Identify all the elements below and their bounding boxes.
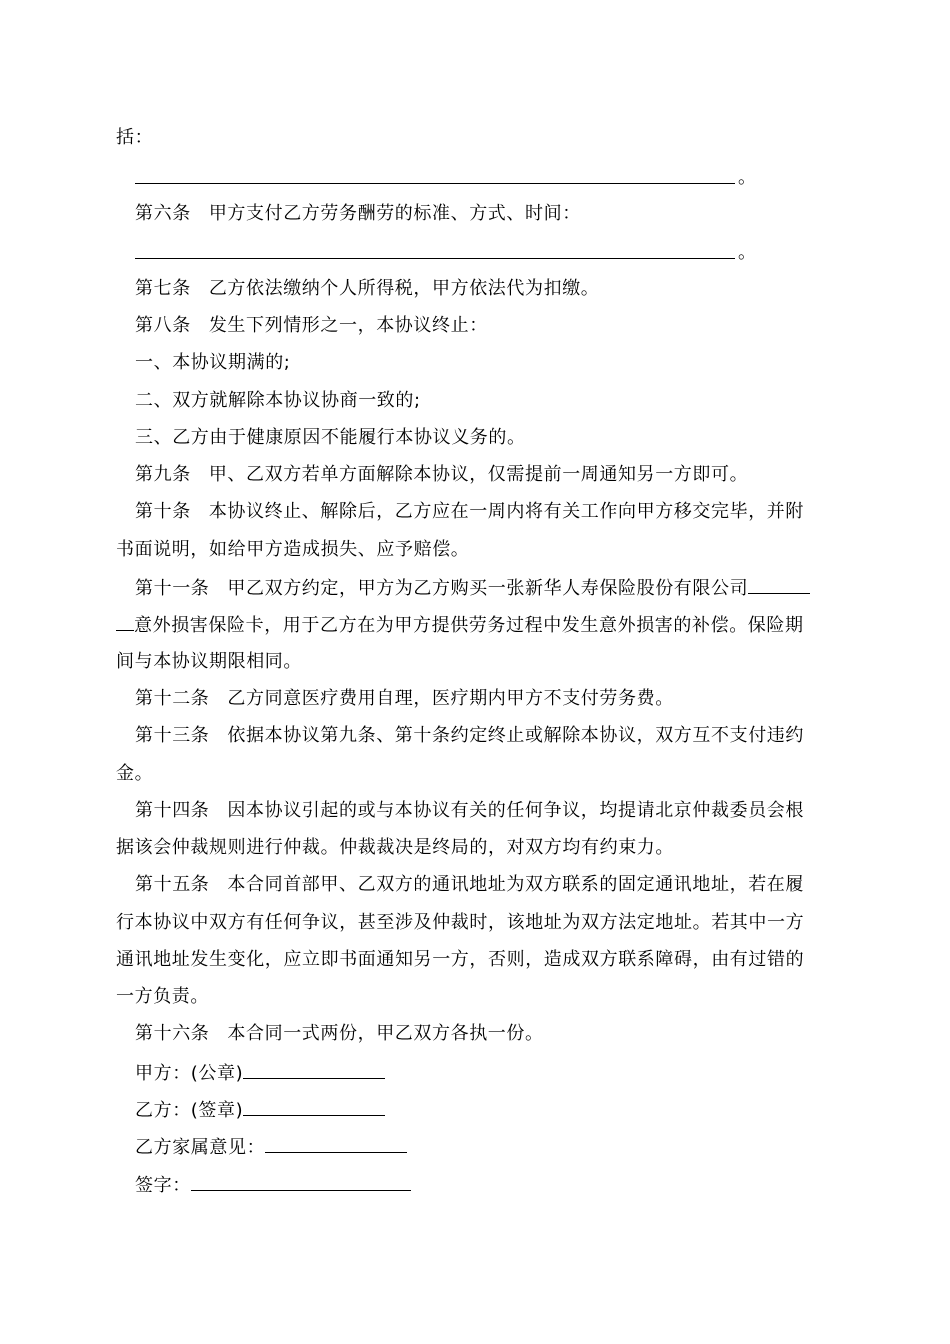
article-15-cont: 行本协议中双方有任何争议，甚至涉及仲裁时，该地址为双方法定地址。若其中一方 <box>116 912 805 933</box>
article-13-cont: 金。 <box>116 763 154 784</box>
article-7: 第七条 乙方依法缴纳个人所得税，甲方依法代为扣缴。 <box>135 278 600 299</box>
period-mark: 。 <box>738 167 756 188</box>
signature-family: 乙方家属意见： <box>135 1134 855 1160</box>
list-item: 二、双方就解除本协议协商一致的; <box>135 390 421 411</box>
article-15-cont: 通讯地址发生变化，应立即书面通知另一方，否则，造成双方联系障碍，由有过错的 <box>116 949 805 970</box>
period-mark: 。 <box>738 242 756 263</box>
signature-sign: 签字： <box>135 1172 855 1198</box>
signature-blank <box>243 1060 385 1079</box>
article-16: 第十六条 本合同一式两份，甲乙双方各执一份。 <box>135 1023 544 1044</box>
article-13: 第十三条 依据本协议第九条、第十条约定终止或解除本协议，双方互不支付违约 <box>135 725 805 746</box>
article-11: 第十一条 甲乙双方约定，甲方为乙方购买一张新华人寿保险股份有限公司 <box>135 575 855 601</box>
continuation-text: 括： <box>116 127 154 148</box>
blank-fill-line <box>135 183 735 184</box>
signature-blank <box>265 1134 407 1153</box>
article-9: 第九条 甲、乙双方若单方面解除本协议，仅需提前一周通知另一方即可。 <box>135 464 749 485</box>
article-14: 第十四条 因本协议引起的或与本协议有关的任何争议，均提请北京仲裁委员会根 <box>135 800 805 821</box>
article-14-cont: 据该会仲裁规则进行仲裁。仲裁裁决是终局的，对双方均有约束力。 <box>116 837 674 858</box>
article-8: 第八条 发生下列情形之一，本协议终止： <box>135 315 488 336</box>
article-11-cont: 间与本协议期限相同。 <box>116 651 302 672</box>
article-15: 第十五条 本合同首部甲、乙双方的通讯地址为双方联系的固定通讯地址，若在履 <box>135 874 805 895</box>
insurance-blank <box>748 575 810 594</box>
insurance-blank <box>116 612 134 631</box>
article-12: 第十二条 乙方同意医疗费用自理，医疗期内甲方不支付劳务费。 <box>135 688 674 709</box>
blank-fill-line <box>135 258 735 259</box>
article-15-cont: 一方负责。 <box>116 986 209 1007</box>
list-item: 三、乙方由于健康原因不能履行本协议义务的。 <box>135 427 526 448</box>
article-10-cont: 书面说明，如给甲方造成损失、应予赔偿。 <box>116 539 470 560</box>
article-6: 第六条 甲方支付乙方劳务酬劳的标准、方式、时间： <box>135 203 581 224</box>
signature-blank <box>191 1172 411 1191</box>
list-item: 一、本协议期满的; <box>135 352 291 373</box>
signature-party-b: 乙方：(签章) <box>135 1097 855 1123</box>
article-10: 第十条 本协议终止、解除后，乙方应在一周内将有关工作向甲方移交完毕，并附 <box>135 501 805 522</box>
signature-blank <box>243 1097 385 1116</box>
article-11-cont: 意外损害保险卡，用于乙方在为甲方提供劳务过程中发生意外损害的补偿。保险期 <box>116 612 836 638</box>
signature-party-a: 甲方：(公章) <box>135 1060 855 1086</box>
